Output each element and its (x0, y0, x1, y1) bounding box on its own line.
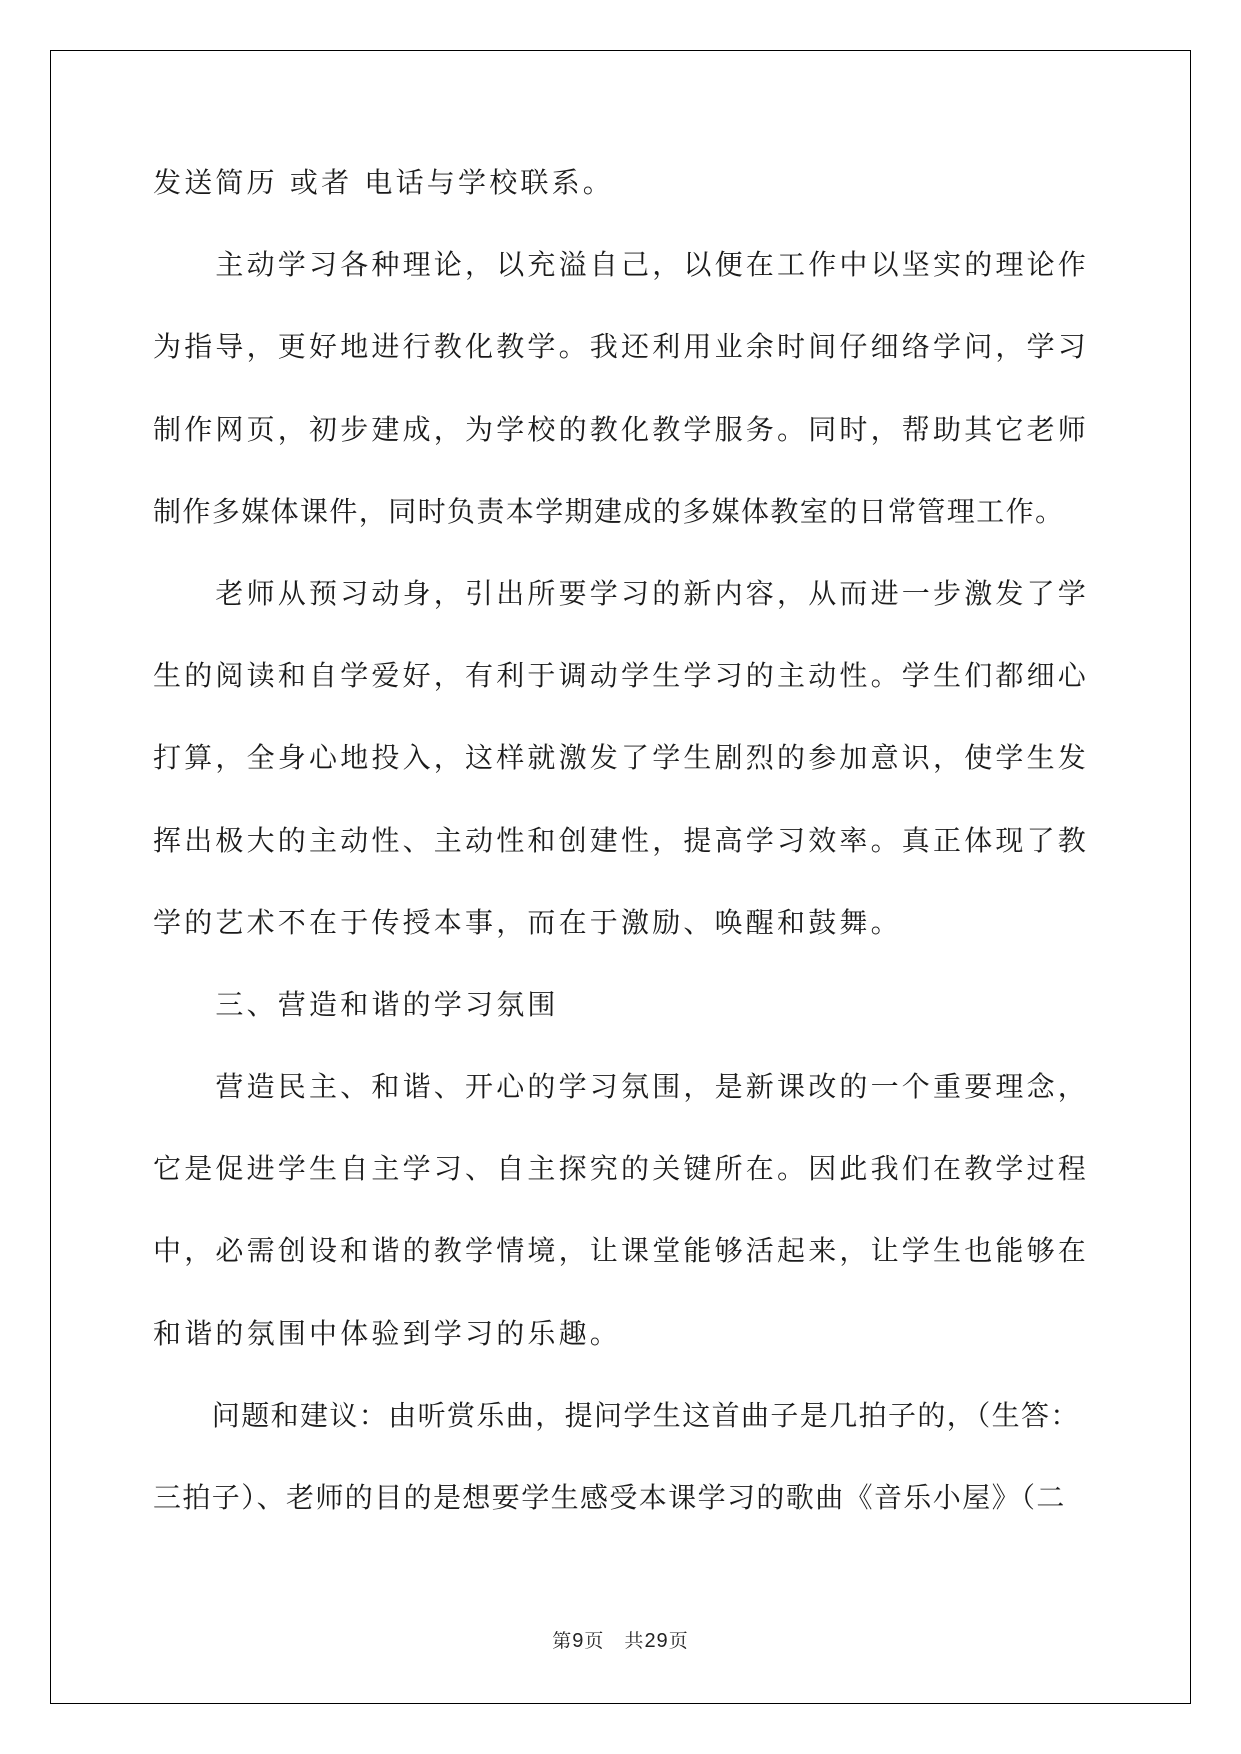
total-page-count: 29 (644, 1630, 669, 1652)
text-line: 挥出极大的主动性、主动性和创建性，提高学习效率。真正体现了教 (153, 823, 1090, 857)
text-line: 三拍子）、老师的目的是想要学生感受本课学习的歌曲《音乐小屋》（二 (153, 1481, 1066, 1514)
text-line: 老师从预习动身，引出所要学习的新内容，从而进一步激发了学 (153, 576, 1090, 610)
footer-middle: 页 共 (584, 1630, 645, 1652)
text-line: 生的阅读和自学爱好，有利于调动学生学习的主动性。学生们都细心 (153, 659, 1090, 693)
text-line: 和谐的氛围中体验到学习的乐趣。 (153, 1316, 622, 1350)
text-line: 营造民主、和谐、开心的学习氛围，是新课改的一个重要理念， (153, 1070, 1090, 1104)
text-line: 学的艺术不在于传授本事，而在于激励、唤醒和鼓舞。 (153, 905, 902, 939)
text-line: 中，必需创设和谐的教学情境，让课堂能够活起来，让学生也能够在 (153, 1234, 1090, 1268)
text-line: 制作网页，初步建成，为学校的教化教学服务。同时，帮助其它老师 (153, 412, 1090, 446)
page-footer (0, 1626, 1241, 1653)
footer-suffix: 页 (668, 1630, 689, 1652)
text-line: 为指导，更好地进行教化教学。我还利用业余时间仔细络学问，学习 (153, 330, 1090, 364)
text-line: 它是促进学生自主学习、自主探究的关键所在。因此我们在教学过程 (153, 1152, 1090, 1186)
text-line: 主动学习各种理论，以充溢自己，以便在工作中以坚实的理论作 (153, 248, 1090, 282)
current-page-number: 9 (572, 1630, 585, 1652)
text-line: 发送简历 或者 电话与学校联系。 (153, 166, 615, 199)
text-line: 打算，全身心地投入，这样就激发了学生剧烈的参加意识，使学生发 (153, 741, 1090, 775)
document-body (153, 163, 1093, 1560)
footer-prefix: 第 (552, 1630, 573, 1652)
section-heading: 三、营造和谐的学习氛围 (153, 987, 559, 1021)
text-line: 问题和建议：由听赏乐曲，提问学生这首曲子是几拍子的，（生答： (153, 1398, 1080, 1432)
text-line: 制作多媒体课件，同时负责本学期建成的多媒体教室的日常管理工作。 (153, 494, 1065, 528)
